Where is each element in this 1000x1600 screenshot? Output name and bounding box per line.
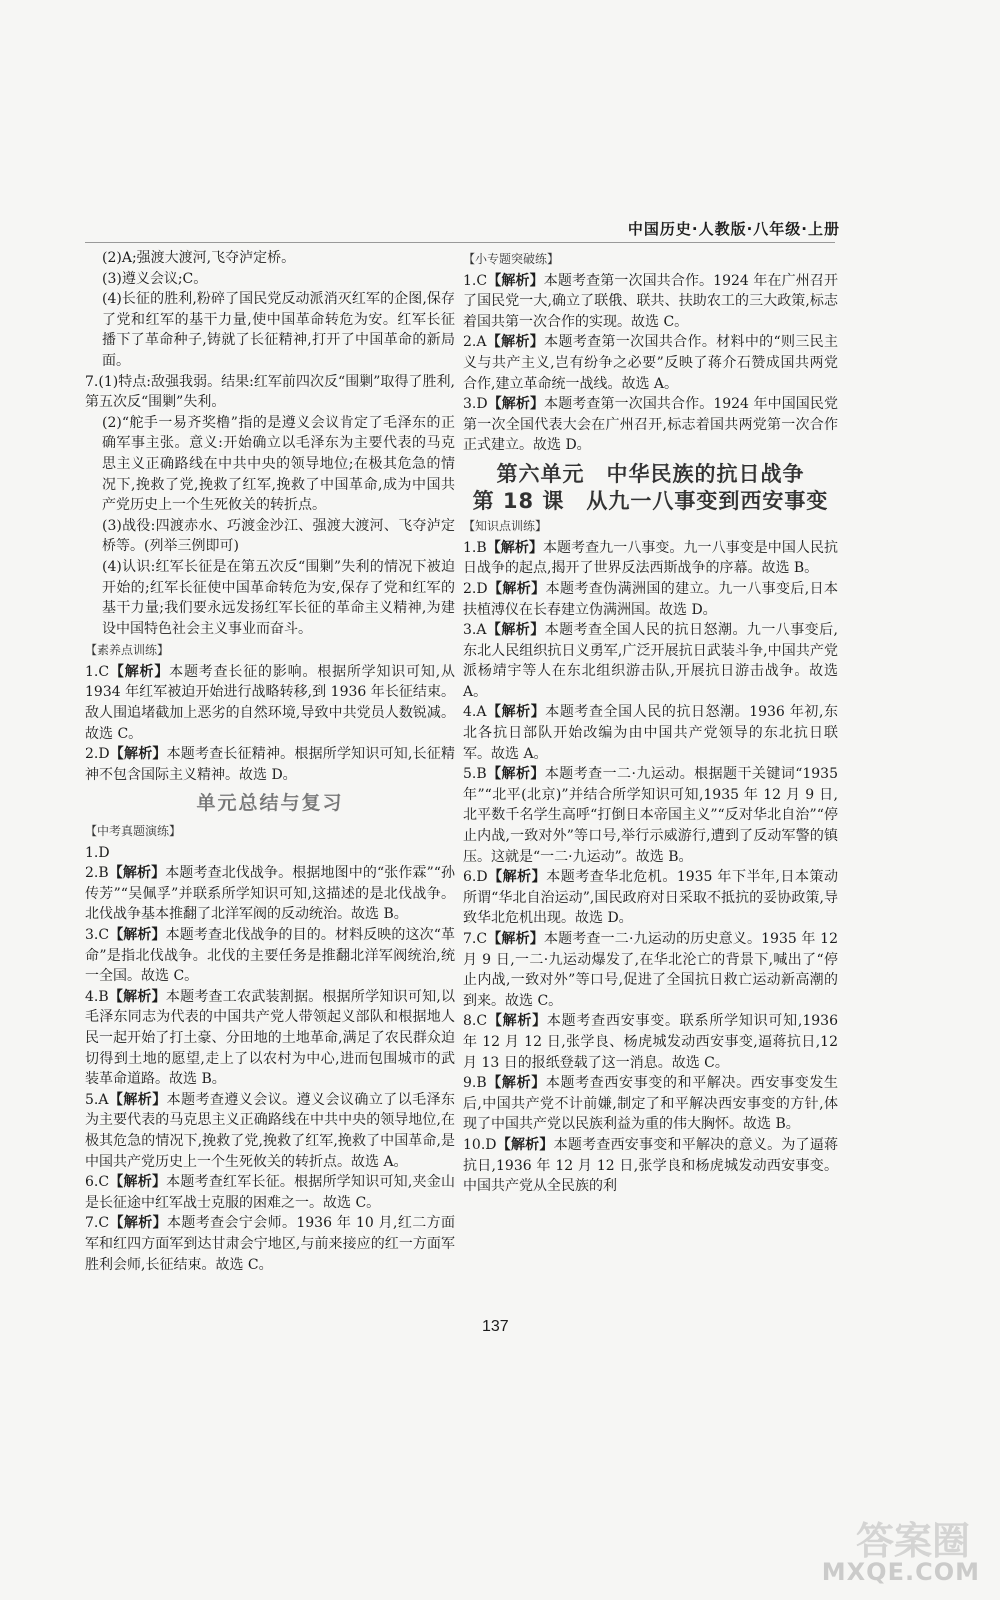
answer-item <box>463 702 838 764</box>
watermark <box>780 1510 980 1590</box>
answer-number: 2.D <box>85 746 110 763</box>
answer-text: 本题考查长征的影响。根据所学知识可知,从 1934 年红军被迫开始进行战略转移,到 1936 年长征结束。敌人围追堵截加上恶劣的自然环境,导致中共党员人数锐减。故选 C。 <box>85 663 456 742</box>
answer-item <box>463 764 838 867</box>
answer-number: 1.C <box>85 663 110 680</box>
answer-item <box>463 867 838 929</box>
left-column <box>85 248 455 1275</box>
page-header: 中国历史·人教版·八年级·上册 <box>627 220 840 238</box>
answer-text: 本题考查工农武装割据。根据所学知识可知,以毛泽东同志为代表的中国共产党人带领起义部队和根据地人民一起开始了打土豪、分田地的土地革命,满足了农民群众迫切得到土地的愿望,走上了以农村为中心,进而包围城市的武装革命道路。故选 B。 <box>85 988 456 1088</box>
answer-text: 本题考查一二·九运动。根据题干关键词“1935 年”“北平(北京)”并结合所学知识可知,1935 年 12 月 9 日,北平数千名学生高呼“打倒日本帝国主义”“反对华北自治”“停止内战,一致对外”等口号,举行示威游行,遭到了反动军警的镇压。这就是“一二·九运动”。故选 B。 <box>463 766 838 865</box>
answer-number: 3.C <box>85 927 110 943</box>
answer-number: 5.B <box>463 766 487 783</box>
answer-item <box>85 863 455 925</box>
answer-text: 本题考查遵义会议。遵义会议确立了以毛泽东为主要代表的马克思主义正确路线在中共中央的领导地位,在极其危急的情况下,挽救了党,挽救了红军,挽救了中国革命,是中国共产党历史上一个生死攸关的转折点。故选 A。 <box>85 1091 456 1170</box>
answer-number: 2.D <box>463 580 488 597</box>
answer-item <box>85 662 455 744</box>
answer-item <box>85 1090 455 1172</box>
analysis-label: 【解析】 <box>487 1013 547 1030</box>
answer-text: (3)战役:四渡赤水、巧渡金沙江、强渡大渡河、飞夺泸定桥等。(列举三例即可) <box>102 517 455 555</box>
answer-number: 10.D <box>463 1136 497 1153</box>
analysis-label: 【解析】 <box>487 272 544 289</box>
answer-number: 7.C <box>463 931 488 947</box>
answer-text: 本题考查伪满洲国的建立。九一八事变后,日本扶植溥仪在长春建立伪满洲国。故选 D。 <box>463 580 839 618</box>
analysis-label: 【解析】 <box>487 580 546 597</box>
analysis-label: 【解析】 <box>496 1136 554 1153</box>
answer-item <box>463 1011 838 1073</box>
answer-item <box>85 1213 455 1275</box>
answer-item <box>463 579 838 620</box>
answer-number: 2.B <box>85 865 109 882</box>
answer-text: (2)A;强渡大渡河,飞夺泸定桥。 <box>102 250 296 266</box>
section-title: 单元总结与复习 <box>196 792 344 815</box>
answer-item <box>463 271 838 333</box>
answer-text: 本题考查华北危机。1935 年下半年,日本策动所谓“华北自治运动”,国民政府对日采取不抵抗的妥协政策,导致华北危机出现。故选 D。 <box>463 869 839 927</box>
answer-item <box>463 1135 838 1197</box>
answer-text: (3)遵义会议;C。 <box>102 270 208 287</box>
answer-item <box>85 744 455 785</box>
answer-text: (4)长征的胜利,粉碎了国民党反动派消灭红军的企图,保存了党和红军的基干力量,使中国革命转危为安。红军长征播下了革命种子,铸就了长征精神,打开了中国革命的新局面。 <box>102 291 455 369</box>
answer-number: 9.B <box>463 1075 487 1092</box>
answer-number: 6.D <box>463 869 488 886</box>
answer-text: 本题考查西安事变的和平解决。西安事变发生后,中国共产党不计前嫌,制定了和平解决西安事变的方针,体现了中国共产党以民族利益为重的伟大胸怀。故选 B。 <box>463 1075 839 1133</box>
watermark-text: MXQE.COM <box>821 1558 980 1586</box>
lesson-title: 第 18 课 从九一八事变到西安事变 <box>472 488 829 513</box>
analysis-label: 【解析】 <box>487 396 545 413</box>
analysis-label: 【解析】 <box>487 931 544 947</box>
answer-number: 2.A <box>463 334 487 351</box>
answer-item <box>463 538 838 579</box>
answer-text: 本题考查西安事变和平解决的意义。为了逼蒋抗日,1936 年 12 月 12 日,张学良和杨虎城发动西安事变。中国共产党从全民族的利 <box>463 1136 839 1195</box>
answer-text: (4)认识:红军长征是在第五次反“围剿”失利的情况下被迫开始的;红军长征使中国革命转危为安,保存了党和红军的基干力量;我们要永远发扬红军长征的革命主义精神,为建设中国特色社会主义事业而奋斗。 <box>102 558 455 637</box>
answer-text: 本题考查长征精神。根据所学知识可知,长征精神不包含国际主义精神。故选 D。 <box>85 746 456 783</box>
answer-item <box>463 332 838 394</box>
section-tag: 【中考真题演练】 <box>85 824 182 839</box>
answer-number: 8.C <box>463 1013 488 1030</box>
answer-text: 本题考查全国人民的抗日怒潮。1936 年初,东北各抗日部队开始改编为由中国共产党领导的东北抗日联军。故选 A。 <box>463 704 838 762</box>
analysis-label: 【解析】 <box>108 1091 167 1108</box>
analysis-label: 【解析】 <box>486 704 546 721</box>
watermark-logo: 答案圈 <box>855 1519 970 1563</box>
section-tag: 【素养点训练】 <box>85 643 170 658</box>
answer-item <box>463 929 838 1011</box>
answer-text: 本题考查西安事变。联系所学知识可知,1936 年 12 月 12 日,张学良、杨虎城发动西安事变,逼蒋抗日,12 月 13 日的报纸登载了这一消息。故选 C。 <box>463 1013 838 1071</box>
answer-item <box>463 394 838 456</box>
answer-item <box>85 987 455 1090</box>
answer-text: 本题考查红军长征。根据所学知识可知,夹金山是长征途中红军战士克服的困难之一。故选 C。 <box>85 1174 455 1211</box>
answer-text: (2)“舵手一易齐奖橹”指的是遵义会议肯定了毛泽东的正确军事主张。意义:开始确立以毛泽东为主要代表的马克思主义正确路线在中共中央的领导地位;在极其危急的情况下,挽救了党,挽救了红军,挽救了中国革命,成为中国共产党历史上一个生死攸关的转折点。 <box>102 414 455 514</box>
analysis-label: 【解析】 <box>108 865 166 882</box>
page-number: 137 <box>482 1318 509 1335</box>
answer-item <box>463 620 838 702</box>
analysis-label: 【解析】 <box>487 869 547 886</box>
answer-text: 本题考查全国人民的抗日怒潮。九一八事变后,东北人民组织抗日义勇军,广泛开展抗日武装斗争,中国共产党派杨靖宇等人在东北组织游击队,开展抗日游击战争。故选 A。 <box>463 622 838 700</box>
answer-text: 7.(1)特点:敌强我弱。结果:红军前四次反“围剿”取得了胜利,第五次反“围剿”失利。 <box>85 373 455 411</box>
header-rule <box>85 242 835 243</box>
answer-text: 本题考查一二·九运动的历史意义。1935 年 12 月 9 日,一二·九运动爆发了,在华北沦亡的背景下,喊出了“停止内战,一致对外”等口号,促进了全国抗日救亡运动新高潮的到来。故选 C。 <box>463 931 838 1009</box>
analysis-label: 【解析】 <box>486 539 543 556</box>
answer-item <box>463 1073 838 1135</box>
answer-text: 1.D <box>85 844 110 861</box>
analysis-label: 【解析】 <box>109 746 167 763</box>
answer-number: 4.B <box>85 988 109 1005</box>
answer-text: 本题考查第一次国共合作。材料中的“则三民主义与共产主义,岂有纷争之必要”反映了蒋介石赞成国共两党合作,建立革命统一战线。故选 A。 <box>463 334 839 392</box>
unit-title: 第六单元 中华民族的抗日战争 <box>496 461 805 486</box>
answer-text: 本题考查北伐战争。根据地图中的“张作霖”“孙传芳”“吴佩孚”并联系所学知识可知,这描述的是北伐战争。北伐战争基本推翻了北洋军阀的反动统治。故选 B。 <box>85 865 455 923</box>
section-tag: 【知识点训练】 <box>463 519 548 534</box>
analysis-label: 【解析】 <box>486 1075 546 1092</box>
analysis-label: 【解析】 <box>109 1215 167 1232</box>
answer-text: 本题考查第一次国共合作。1924 年中国国民党第一次全国代表大会在广州召开,标志着国共两党第一次合作正式建立。故选 D。 <box>463 396 839 454</box>
right-column <box>463 248 838 1197</box>
answer-number: 5.A <box>85 1091 109 1108</box>
analysis-label: 【解析】 <box>486 622 545 639</box>
answer-number: 7.C <box>85 1215 110 1232</box>
answer-number: 4.A <box>463 704 487 721</box>
analysis-label: 【解析】 <box>109 927 166 943</box>
answer-number: 3.D <box>463 396 488 413</box>
answer-item <box>85 925 455 987</box>
answer-text: 本题考查会宁会师。1936 年 10 月,红二方面军和红四方面军到达甘肃会宁地区,与前来接应的红一方面军胜利会师,长征结束。故选 C。 <box>85 1215 455 1273</box>
answer-number: 1.B <box>463 539 487 556</box>
answer-item <box>85 1172 455 1213</box>
analysis-label: 【解析】 <box>486 334 545 351</box>
analysis-label: 【解析】 <box>108 988 166 1005</box>
analysis-label: 【解析】 <box>109 663 170 680</box>
answer-text: 本题考查北伐战争的目的。材料反映的这次“革命”是指北伐战争。北伐的主要任务是推翻北洋军阀统治,统一全国。故选 C。 <box>85 927 456 985</box>
analysis-label: 【解析】 <box>109 1174 167 1191</box>
answer-text: 本题考查九一八事变。九一八事变是中国人民抗日战争的起点,揭开了世界反法西斯战争的序幕。故选 B。 <box>463 539 839 577</box>
answer-number: 1.C <box>463 272 488 289</box>
answer-number: 6.C <box>85 1174 110 1191</box>
answer-text: 本题考查第一次国共合作。1924 年在广州召开了国民党一大,确立了联俄、联共、扶助农工的三大政策,标志着国共第一次合作的实现。故选 C。 <box>463 272 839 330</box>
section-tag: 【小专题突破练】 <box>463 252 560 266</box>
analysis-label: 【解析】 <box>486 766 545 783</box>
answer-number: 3.A <box>463 622 487 639</box>
